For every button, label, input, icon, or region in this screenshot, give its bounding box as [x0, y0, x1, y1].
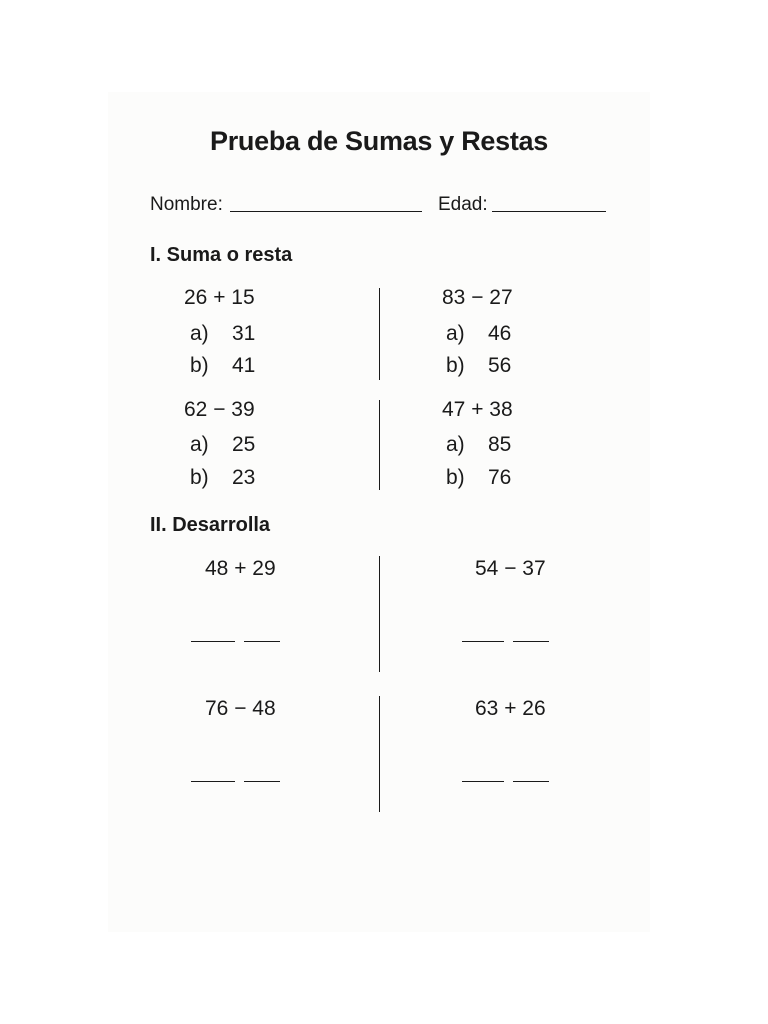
- answer-option-a[interactable]: [190, 433, 255, 457]
- problem-expression: 54 − 37: [475, 557, 546, 580]
- option-value: 41: [232, 354, 256, 377]
- option-letter: a): [190, 433, 209, 456]
- problem-expression: 62 − 39: [184, 398, 255, 421]
- answer-blank[interactable]: [244, 641, 280, 642]
- option-letter: b): [446, 466, 465, 489]
- problem-expression: 83 − 27: [442, 286, 513, 309]
- answer-blank[interactable]: [462, 781, 504, 782]
- answer-blank[interactable]: [191, 641, 235, 642]
- problem-expression: 76 − 48: [205, 697, 276, 720]
- section-heading-desarrolla: II. Desarrolla: [150, 514, 271, 536]
- column-divider: [379, 556, 380, 672]
- column-divider: [379, 400, 380, 490]
- option-letter: b): [190, 466, 209, 489]
- page-title: Prueba de Sumas y Restas: [210, 126, 548, 156]
- problem-expression: 48 + 29: [205, 557, 276, 580]
- answer-blank[interactable]: [191, 781, 235, 782]
- section-heading-suma-o-resta: I. Suma o resta: [150, 244, 293, 266]
- column-divider: [379, 696, 380, 812]
- problem-expression: 63 + 26: [475, 697, 546, 720]
- answer-option-a[interactable]: [446, 433, 511, 457]
- answer-blank[interactable]: [462, 641, 504, 642]
- column-divider: [379, 288, 380, 380]
- answer-option-b[interactable]: [190, 466, 255, 490]
- answer-blank[interactable]: [513, 781, 549, 782]
- answer-blank[interactable]: [244, 781, 280, 782]
- problem-expression: 47 + 38: [442, 398, 513, 421]
- name-label: Nombre:: [150, 194, 223, 215]
- option-value: 46: [488, 322, 512, 345]
- option-letter: a): [190, 322, 209, 345]
- option-letter: a): [446, 322, 465, 345]
- problem-expression: 26 + 15: [184, 286, 255, 309]
- option-value: 56: [488, 354, 512, 377]
- answer-option-b[interactable]: [446, 354, 511, 378]
- answer-option-a[interactable]: [190, 322, 255, 346]
- option-letter: a): [446, 433, 465, 456]
- option-value: 85: [488, 433, 512, 456]
- age-label: Edad:: [438, 194, 488, 215]
- answer-option-b[interactable]: [446, 466, 511, 490]
- option-value: 76: [488, 466, 512, 489]
- answer-option-a[interactable]: [446, 322, 511, 346]
- name-field-line[interactable]: [230, 211, 422, 212]
- option-value: 31: [232, 322, 256, 345]
- option-value: 25: [232, 433, 256, 456]
- answer-option-b[interactable]: [190, 354, 255, 378]
- option-value: 23: [232, 466, 256, 489]
- option-letter: b): [446, 354, 465, 377]
- answer-blank[interactable]: [513, 641, 549, 642]
- age-field-line[interactable]: [492, 211, 606, 212]
- option-letter: b): [190, 354, 209, 377]
